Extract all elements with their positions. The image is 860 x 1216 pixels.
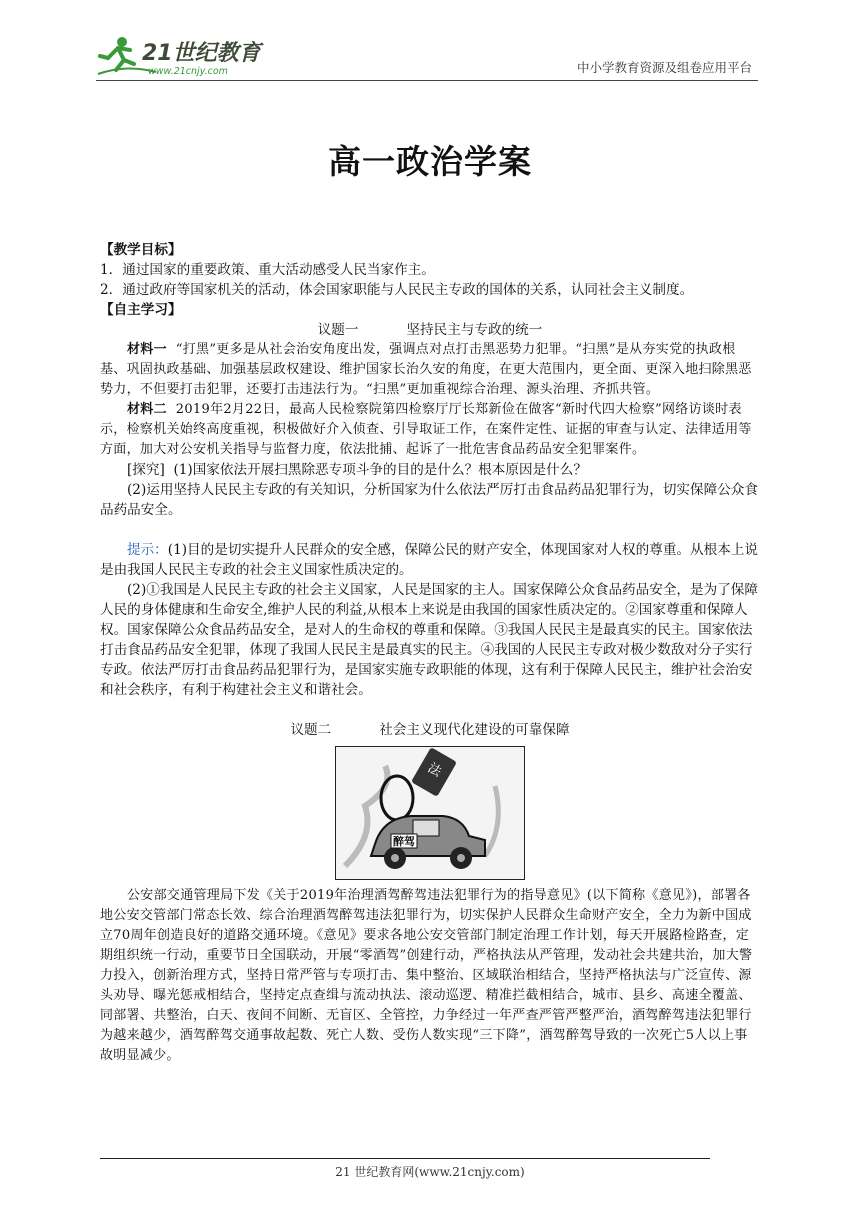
hand-label: 法 (424, 760, 444, 781)
explore-q1-text: (1)国家依法开展扫黑除恶专项斗争的目的是什么？根本原因是什么？ (173, 462, 587, 478)
topic-1-heading (100, 320, 760, 340)
goal-item-1: 1．通过国家的重要政策、重大活动感受人民当家作主。 (100, 262, 435, 278)
material-1-text: “打黑”更多是从社会治安角度出发，强调点对点打击黑恶势力犯罪。“扫黑”是从夯实党的执政根基、巩固执政基础、加强基层政权建设、维护国家长治久安的角度，在更大范围内，更全面、更深入地扫除黑恶势力，不但要打击犯罪，还要打击违法行为。“扫黑”更加重视综合治理、源头治理、齐抓共管。 (100, 342, 752, 397)
page-title: 高一政治学案 (328, 142, 532, 181)
topic-1-label: 议题一 (317, 322, 359, 338)
material-2-label: 材料二 (127, 402, 167, 417)
explore-q1 (100, 460, 760, 480)
drunk-driving-cartoon (335, 746, 525, 880)
goals-heading: 【教学目标】 (100, 242, 182, 258)
hint-answer-1-text: (1)目的是切实提升人民群众的安全感，保障公民的财产安全，体现国家对人权的尊重。从根本上说是由我国人民民主专政的社会主义国家性质决定的。 (100, 542, 758, 578)
page-footer: 21 世纪教育网(www.21cnjy.com) (335, 1165, 525, 1179)
topic-2-label: 议题二 (290, 722, 332, 738)
hint-label: 提示： (127, 542, 168, 558)
material-2-text: 2019年2月22日，最高人民检察院第四检察厅厅长郑新俭在做客“新时代四大检察”网络访谈时表示，检察机关始终高度重视，积极做好介入侦查、引导取证工作，在案件定性、证据的审查与认定、法律适用等方面，加大对公安机关指导与监督力度，依法批捕、起诉了一批危害食品药品安全犯罪案件。 (100, 402, 752, 457)
header-platform-text: 中小学教育资源及组卷应用平台 (576, 60, 752, 75)
explore-q2: (2)运用坚持人民民主专政的有关知识，分析国家为什么依法严厉打击食品药品犯罪行为，切实保障公众食品药品安全。 (100, 482, 758, 518)
header-divider (96, 80, 758, 81)
site-logo (96, 34, 271, 78)
hint-answer-1 (100, 540, 760, 580)
material-2 (100, 400, 760, 460)
topic-1-name: 坚持民主与专政的统一 (406, 322, 543, 338)
logo-url: www.21cnjy.com (148, 66, 228, 77)
main-content (100, 240, 760, 1066)
topic-2-name: 社会主义现代化建设的可靠保障 (379, 722, 570, 738)
material-1 (100, 340, 760, 400)
topic-2-heading (100, 720, 760, 740)
car-label: 醉驾 (393, 835, 415, 848)
self-study-heading: 【自主学习】 (100, 302, 182, 318)
page-header (96, 30, 758, 82)
goal-item-2: 2．通过政府等国家机关的活动，体会国家职能与人民民主专政的国体的关系，认同社会主义制度。 (100, 282, 694, 298)
explore-label: [探究] (127, 462, 165, 478)
material-3: 公安部交通管理局下发《关于2019年治理酒驾醉驾违法犯罪行为的指导意见》(以下简称《意见》)，部署各地公安交管部门常态长效、综合治理酒驾醉驾违法犯罪行为，切实保护人民群众生命财产安全，全力为新中国成立70周年创造良好的道路交通环境。《意见》要求各地公安交管部门制定治理工作计划，每天开展路检路查，定期组织统一行动，重要节日全国联动，开展“零酒驾”创建行动，严格执法从严管理，发动社会共建共治，加大警力投入，创新治理方式，坚持日常严管与专项打击、集中整治、区域联治相结合，坚持严格执法与广泛宣传、源头劝导、曝光惩戒相结合，坚持定点查缉与流动执法、滚动巡逻、精准拦截相结合，城市、县乡、高速全覆盖、同部署、共整治，白天、夜间不间断、无盲区、全管控，力争经过一年严查严管严整严治，酒驾醉驾违法犯罪行为越来越少，酒驾醉驾交通事故起数、死亡人数、受伤人数实现“三下降”，酒驾醉驾导致的一次死亡5人以上事故明显减少。 (100, 888, 753, 1063)
material-1-label: 材料一 (127, 342, 167, 357)
hint-answer-2: (2)①我国是人民民主专政的社会主义国家，人民是国家的主人。国家保障公众食品药品安全，是为了保障人民的身体健康和生命安全,维护人民的利益,从根本上来说是由我国的国家性质决定的。②国家尊重和保障人权。国家保障公众食品药品安全，是对人的生命权的尊重和保障。③我国人民民主是最真实的民主。国家依法打击食品药品安全犯罪，体现了我国人民民主是最真实的民主。④我国的人民民主专政对极少数敌对分子实行专政。依法严厉打击食品药品犯罪行为，是国家实施专政职能的体现，这有利于保障人民民主，维护社会治安和社会秩序，有利于构建社会主义和谐社会。 (100, 582, 758, 698)
footer-divider (100, 1158, 710, 1159)
logo-title: 21世纪教育 (142, 41, 261, 66)
